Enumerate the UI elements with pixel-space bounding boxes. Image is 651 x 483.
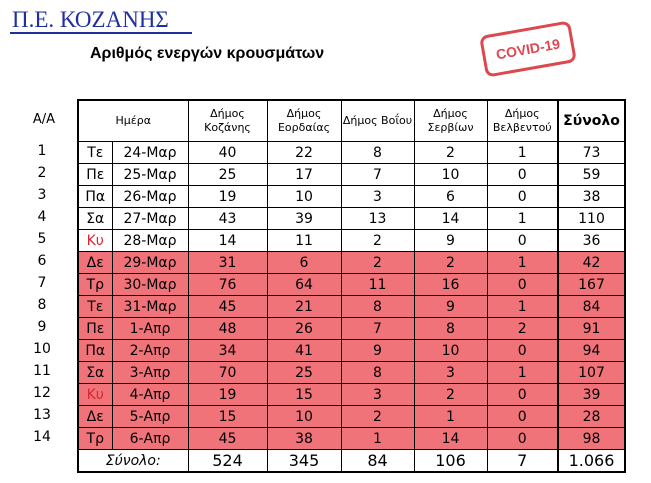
cell-velventos: 1	[487, 208, 558, 230]
header-eordaia: Δήμος Εορδαίας	[267, 100, 341, 142]
stamp-text: COVID-19	[494, 35, 562, 63]
cell-date: 29-Μαρ	[112, 252, 188, 274]
row-number: 7	[37, 275, 47, 291]
sum-velventos: 7	[487, 450, 558, 473]
cell-eordaia: 39	[267, 208, 341, 230]
cell-weekday: Σα	[78, 208, 112, 230]
row-number-header: Α/Α	[32, 112, 56, 127]
cell-servia: 2	[414, 384, 487, 406]
cell-eordaia: 41	[267, 340, 341, 362]
cell-velventos: 0	[487, 406, 558, 428]
cell-weekday: Δε	[78, 406, 112, 428]
row-number: 2	[37, 165, 47, 181]
cell-date: 30-Μαρ	[112, 274, 188, 296]
cell-kozani: 76	[188, 274, 267, 296]
cell-voio: 8	[341, 362, 414, 384]
table-row	[78, 274, 625, 296]
cell-date: 3-Απρ	[112, 362, 188, 384]
cell-weekday: Δε	[78, 252, 112, 274]
cell-velventos: 1	[487, 296, 558, 318]
cell-date: 25-Μαρ	[112, 164, 188, 186]
cell-kozani: 19	[188, 384, 267, 406]
cell-servia: 9	[414, 230, 487, 252]
cell-eordaia: 17	[267, 164, 341, 186]
cell-kozani: 15	[188, 406, 267, 428]
cell-eordaia: 38	[267, 428, 341, 450]
cell-voio: 8	[341, 296, 414, 318]
table-body	[78, 142, 625, 450]
cell-voio: 8	[341, 142, 414, 164]
cell-servia: 3	[414, 362, 487, 384]
row-number: 6	[37, 253, 47, 269]
sum-label: Σύνολο:	[78, 450, 188, 473]
header-kozani: Δήμος Κοζάνης	[188, 100, 267, 142]
cell-voio: 3	[341, 384, 414, 406]
cell-eordaia: 22	[267, 142, 341, 164]
header-row	[78, 100, 625, 142]
cell-kozani: 45	[188, 296, 267, 318]
cell-velventos: 2	[487, 318, 558, 340]
cell-total: 91	[558, 318, 625, 340]
table-row	[78, 252, 625, 274]
cell-total: 110	[558, 208, 625, 230]
cell-total: 73	[558, 142, 625, 164]
row-number: 5	[37, 231, 47, 247]
cell-total: 39	[558, 384, 625, 406]
cell-servia: 10	[414, 340, 487, 362]
row-number: 11	[33, 363, 51, 379]
row-number: 3	[37, 187, 47, 203]
cell-servia: 14	[414, 208, 487, 230]
cell-servia: 14	[414, 428, 487, 450]
cell-weekday: Τε	[78, 142, 112, 164]
table-row	[78, 186, 625, 208]
cell-weekday: Τρ	[78, 428, 112, 450]
sum-row	[78, 450, 625, 473]
row-number: 13	[33, 407, 51, 423]
table-row	[78, 230, 625, 252]
header-servia: Δήμος Σερβίων	[414, 100, 487, 142]
cell-servia: 2	[414, 142, 487, 164]
row-number: 12	[33, 385, 51, 401]
cell-total: 107	[558, 362, 625, 384]
cell-kozani: 31	[188, 252, 267, 274]
row-number: 1	[37, 143, 47, 159]
cell-date: 4-Απρ	[112, 384, 188, 406]
cell-weekday: Κυ	[78, 230, 112, 252]
cell-servia: 16	[414, 274, 487, 296]
row-number: 4	[37, 209, 47, 225]
cell-velventos: 0	[487, 164, 558, 186]
cell-voio: 2	[341, 406, 414, 428]
cell-eordaia: 25	[267, 362, 341, 384]
cell-velventos: 0	[487, 340, 558, 362]
sum-voio: 84	[341, 450, 414, 473]
cell-voio: 1	[341, 428, 414, 450]
sum-total: 1.066	[558, 450, 625, 473]
cell-eordaia: 10	[267, 406, 341, 428]
row-number-column	[22, 140, 62, 448]
cell-voio: 7	[341, 318, 414, 340]
cell-servia: 10	[414, 164, 487, 186]
cell-velventos: 1	[487, 142, 558, 164]
table-row	[78, 142, 625, 164]
cell-weekday: Κυ	[78, 384, 112, 406]
header-velventos: Δήμος Βελβεντού	[487, 100, 558, 142]
cell-weekday: Τε	[78, 296, 112, 318]
table-row	[78, 164, 625, 186]
cell-voio: 13	[341, 208, 414, 230]
table-row	[78, 428, 625, 450]
cell-total: 59	[558, 164, 625, 186]
cell-eordaia: 64	[267, 274, 341, 296]
cell-total: 38	[558, 186, 625, 208]
cell-eordaia: 10	[267, 186, 341, 208]
cell-kozani: 43	[188, 208, 267, 230]
cell-weekday: Σα	[78, 362, 112, 384]
cell-velventos: 0	[487, 230, 558, 252]
covid-stamp-icon	[479, 20, 577, 77]
cell-date: 27-Μαρ	[112, 208, 188, 230]
cell-servia: 9	[414, 296, 487, 318]
cell-servia: 8	[414, 318, 487, 340]
cell-date: 1-Απρ	[112, 318, 188, 340]
cell-kozani: 25	[188, 164, 267, 186]
header-total: Σύνολο	[558, 100, 625, 142]
cell-kozani: 45	[188, 428, 267, 450]
cell-total: 28	[558, 406, 625, 428]
cell-date: 24-Μαρ	[112, 142, 188, 164]
cell-date: 5-Απρ	[112, 406, 188, 428]
cell-kozani: 34	[188, 340, 267, 362]
table-row	[78, 296, 625, 318]
cell-velventos: 1	[487, 252, 558, 274]
active-cases-table	[77, 99, 626, 473]
cell-weekday: Τρ	[78, 274, 112, 296]
cell-kozani: 48	[188, 318, 267, 340]
table-row	[78, 208, 625, 230]
cell-velventos: 0	[487, 384, 558, 406]
row-number: 8	[37, 297, 47, 313]
cell-weekday: Πε	[78, 164, 112, 186]
header-day: Ημέρα	[78, 100, 188, 142]
cell-servia: 1	[414, 406, 487, 428]
cell-eordaia: 11	[267, 230, 341, 252]
cell-total: 42	[558, 252, 625, 274]
table-subtitle: Αριθμός ενεργών κρουσμάτων	[90, 45, 325, 62]
cell-kozani: 70	[188, 362, 267, 384]
cell-eordaia: 26	[267, 318, 341, 340]
cell-weekday: Πα	[78, 186, 112, 208]
cell-eordaia: 21	[267, 296, 341, 318]
cell-date: 26-Μαρ	[112, 186, 188, 208]
sum-kozani: 524	[188, 450, 267, 473]
cell-total: 84	[558, 296, 625, 318]
cell-voio: 2	[341, 230, 414, 252]
cell-kozani: 14	[188, 230, 267, 252]
table-row	[78, 406, 625, 428]
row-number: 14	[33, 429, 51, 445]
cell-kozani: 40	[188, 142, 267, 164]
cell-servia: 2	[414, 252, 487, 274]
cell-total: 98	[558, 428, 625, 450]
cell-date: 6-Απρ	[112, 428, 188, 450]
cell-voio: 2	[341, 252, 414, 274]
table-row	[78, 384, 625, 406]
cell-voio: 11	[341, 274, 414, 296]
cell-voio: 3	[341, 186, 414, 208]
sum-servia: 106	[414, 450, 487, 473]
cell-date: 31-Μαρ	[112, 296, 188, 318]
cell-velventos: 0	[487, 428, 558, 450]
header-voio: Δήμος Βοΐου	[341, 100, 414, 142]
cell-velventos: 1	[487, 362, 558, 384]
cell-eordaia: 15	[267, 384, 341, 406]
cell-velventos: 0	[487, 186, 558, 208]
sum-eordaia: 345	[267, 450, 341, 473]
cell-weekday: Πα	[78, 340, 112, 362]
cell-voio: 9	[341, 340, 414, 362]
cell-eordaia: 6	[267, 252, 341, 274]
table-row	[78, 318, 625, 340]
table-row	[78, 362, 625, 384]
table-row	[78, 340, 625, 362]
region-title: Π.Ε. ΚΟΖΑΝΗΣ	[10, 8, 192, 34]
cell-kozani: 19	[188, 186, 267, 208]
cell-date: 2-Απρ	[112, 340, 188, 362]
cell-weekday: Πε	[78, 318, 112, 340]
cell-total: 94	[558, 340, 625, 362]
cell-total: 167	[558, 274, 625, 296]
row-number: 10	[33, 341, 51, 357]
row-number: 9	[37, 319, 47, 335]
cell-total: 36	[558, 230, 625, 252]
cell-voio: 7	[341, 164, 414, 186]
cell-date: 28-Μαρ	[112, 230, 188, 252]
cell-velventos: 0	[487, 274, 558, 296]
cell-servia: 6	[414, 186, 487, 208]
